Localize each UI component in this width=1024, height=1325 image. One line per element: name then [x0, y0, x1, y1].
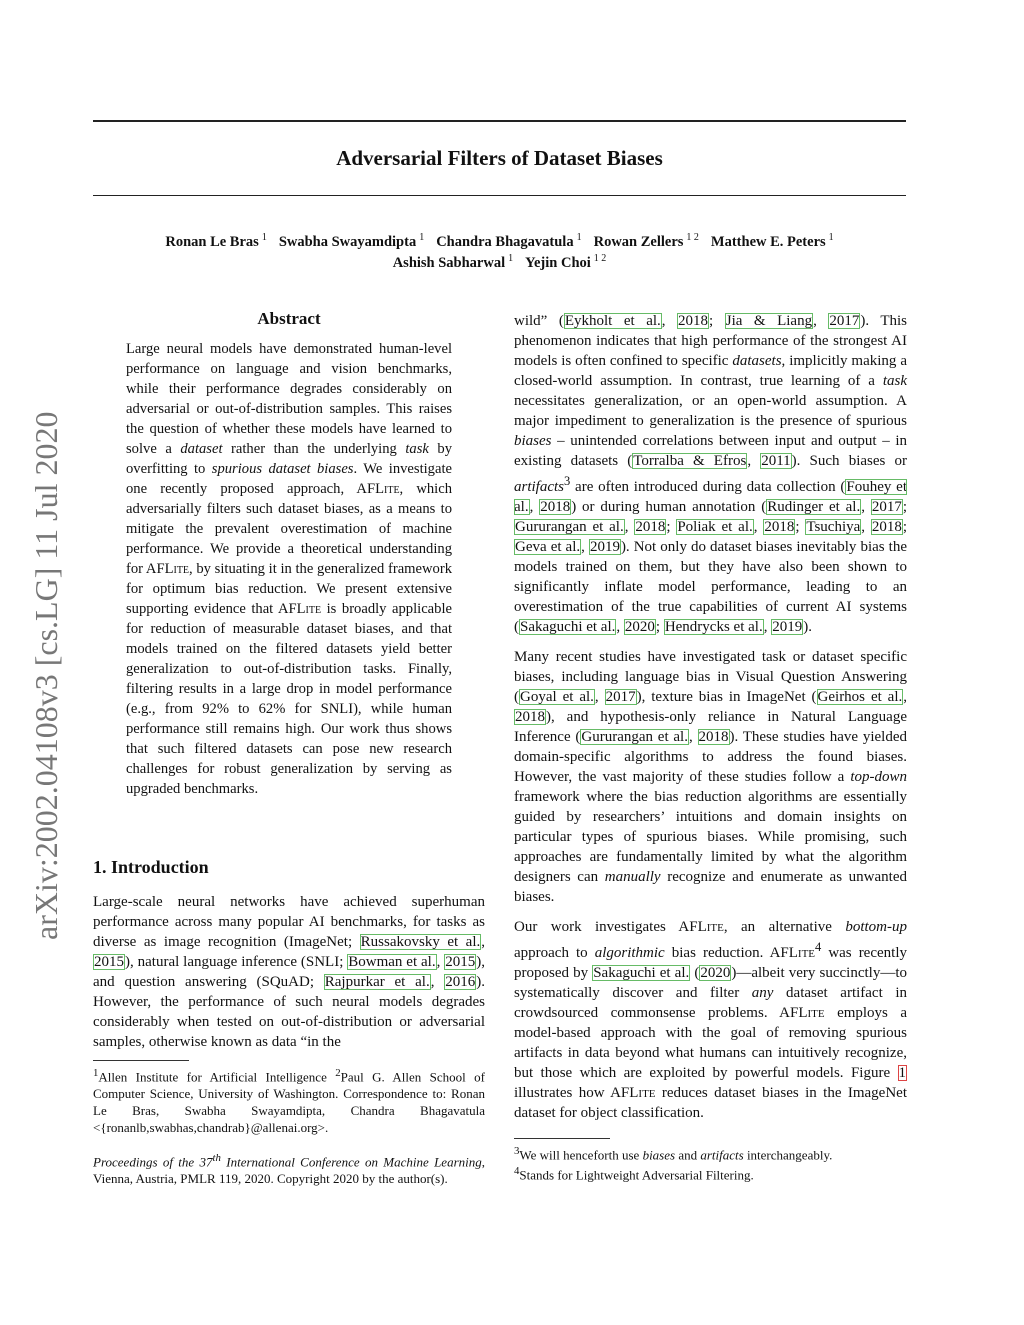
citation-link[interactable]: Geva et al.	[515, 539, 581, 555]
citation-link[interactable]: 2017	[829, 313, 860, 329]
citation-link[interactable]: Hendrycks et al.	[664, 619, 763, 635]
author-name: Rowan Zellers $^{1 2}$	[593, 232, 699, 250]
citation-link[interactable]: 2019	[772, 619, 803, 635]
citation-link[interactable]: 2018	[678, 313, 709, 329]
citation-link[interactable]: 2018	[515, 709, 545, 725]
citation-link[interactable]: 2018	[764, 519, 795, 535]
author-affiliation-mark: 1	[576, 232, 582, 243]
citation-link[interactable]: Torralba & Efros	[633, 453, 747, 469]
citation-link[interactable]: Eykholt et al.	[564, 313, 661, 329]
citation-link[interactable]: Rudinger et al.	[767, 499, 861, 515]
author-name: Ashish Sabharwal $^1$	[392, 253, 514, 271]
citation-link[interactable]: 2018	[540, 499, 571, 515]
author-name: Chandra Bhagavatula $^1$	[436, 232, 582, 250]
citation-link[interactable]: 2017	[605, 689, 636, 705]
paragraph-wild: wild” (Eykholt et al., 2018; Jia & Liang, 2017). This phenomenon indicates that high performance of the strongest AI models is often confined to specific datasets, implicitly making a closed-world assumption. In contrast, true learning of a task necessitates generalization, or an open-world assumption. A major impediment to generalization is the presence of spurious biases – unintended correlations between input and output – in existing datasets (Torralba & Efros, 2011). Such biases or artifacts$^3$ are often introduced during data collection (Fouhey et al., 2018) or during human annotation (Rudinger et al., 2017; Gururangan et al., 2018; Poliak et al., 2018; Tsuchiya, 2018; Geva et al., 2019). Not only do dataset biases inevitably bias the models trained on them, but they have also been shown to significantly inflate model performance, leading to an overestimation of the true capabilities of current AI systems (Sakaguchi et al., 2020; Hendrycks et al., 2019).	[514, 313, 908, 635]
citation-link[interactable]: 2019	[589, 539, 620, 555]
citation-link[interactable]: Jia & Liang	[725, 313, 813, 329]
citation-link[interactable]: 2018	[698, 729, 729, 745]
citation-link[interactable]: Rajpurkar et al.	[324, 974, 430, 990]
title-bottom-rule	[93, 195, 906, 196]
arxiv-sidebar-stamp: arXiv:2002.04108v3 [cs.LG] 11 Jul 2020	[28, 411, 64, 940]
citation-link[interactable]: 2016	[445, 974, 476, 990]
author-affiliation-mark: 1	[508, 253, 514, 264]
citation-link[interactable]: 2018	[635, 519, 666, 535]
author-name: Swabha Swayamdipta $^1$	[278, 232, 425, 250]
citation-link[interactable]: Geirhos et al.	[817, 689, 903, 705]
author-name: Yejin Choi $^{1 2}$	[525, 253, 607, 271]
citation-link[interactable]: 2011	[761, 453, 791, 469]
citation-link[interactable]: Tsuchiya	[806, 519, 861, 535]
author-affiliation-mark: 1	[419, 232, 425, 243]
proceedings-note: Proceedings of the 37th International Conference on Machine Learning, Vienna, Austria, PMLR 119, 2020. Copyright 2020 by the author(s).	[93, 1152, 485, 1187]
footnote-divider-left	[93, 1060, 189, 1061]
citation-link[interactable]: 2015	[94, 954, 124, 970]
author-affiliation-mark: 1 2	[686, 232, 699, 243]
citation-link[interactable]: 2015	[445, 954, 476, 970]
affiliation-footnote: $^1$Allen Institute for Artificial Intelligence $^2$Paul G. Allen School of Computer Science, University of Washington. Correspondence to: Ronan Le Bras, Swabha Swayamdipta, Chandra Bhagavatula <{ronanlb,swabhas,chandrab}@allenai.org>.	[93, 1067, 485, 1136]
citation-link[interactable]: Sakaguchi et al.	[520, 619, 616, 635]
author-affiliation-mark: 1 2	[593, 253, 607, 264]
introduction-paragraph-1: Large-scale neural networks have achieved superhuman performance across many popular AI benchmarks, for tasks as diverse as image recognition (ImageNet; Russakovsky et al., 2015), natural language inference (SNLI; Bowman et al., 2015), and question answering (SQuAD; Rajpurkar et al., 2016). However, the performance of such neural models degrades considerably when tested on out-of-distribution or adversarial samples, otherwise known as data “in the	[93, 894, 485, 1050]
footnotes-right	[514, 1143, 907, 1184]
figure-reference-link[interactable]: 1	[898, 1065, 906, 1081]
introduction-heading: 1. Introduction	[93, 857, 209, 877]
title-top-rule	[93, 120, 906, 122]
citation-link[interactable]: 2018	[871, 519, 902, 535]
citation-link[interactable]: 2020	[700, 965, 731, 981]
author-name: Ronan Le Bras $^1$	[165, 232, 267, 250]
citation-link[interactable]: Sakaguchi et al.	[593, 965, 690, 981]
abstract-body: Large neural models have demonstrated human-level performance on language and vision benchmarks, while their performance degrades considerably on adversarial or out-of-distribution samples. This raises the question of whether these models have learned to solve a dataset rather than the underlying task by overfitting to spurious dataset biases. We investigate one recently proposed approach, AFLite, which adversarially filters such dataset biases, as a means to mitigate the prevalent overestimation of machine performance. We provide a theoretical understanding for AFLite, by situating it in the generalized framework for optimum bias reduction. We present extensive supporting evidence that AFLite is broadly applicable for reduction of measurable dataset biases, and that models trained on the filtered datasets yield better generalization to out-of-distribution tasks. Finally, filtering results in a large drop in model performance (e.g., from 92% to 62% for SNLI), while human performance still remains high. Our work thus shows that such filtered datasets can pose new research challenges for robust generalization by serving as upgraded benchmarks.	[126, 341, 452, 797]
paper-title: Adversarial Filters of Dataset Biases	[336, 146, 663, 170]
citation-link[interactable]: Gururangan et al.	[515, 519, 624, 535]
paragraph-recent-studies: Many recent studies have investigated task or dataset specific biases, including language bias in Visual Question Answering (Goyal et al., 2017), texture bias in ImageNet (Geirhos et al., 2018), and hypothesis-only reliance in Natural Language Inference (Gururangan et al., 2018). These studies have yielded domain-specific algorithms to address the found biases. However, the vast majority of these studies follow a top-down framework where the bias reduction algorithms are essentially guided by researchers’ intuitions and domain insights on particular types of spurious biases. While promising, such approaches are fundamentally limited by what the algorithm designers can manually recognize and enumerate as unwanted biases.	[514, 649, 908, 905]
paragraph-our-work: Our work investigates AFLite, an alternative bottom-up approach to algorithmic bias reduction. AFLite$^4$ was recently proposed by Sakaguchi et al. (2020)—albeit very succinctly—to systematically discover and filter any dataset artifact in crowdsourced commonsense problems. AFLite employs a model-based approach with the goal of removing spurious artifacts in data beyond what humans can intuitively recognize, but those which are exploited by powerful models. Figure 1 illustrates how AFLite reduces dataset biases in the ImageNet dataset for object classification.	[514, 919, 908, 1121]
citation-link[interactable]: Bowman et al.	[348, 954, 436, 970]
abstract-heading: Abstract	[257, 309, 321, 328]
author-list-line2	[93, 253, 906, 272]
footnote-4: $^4$Stands for Lightweight Adversarial Filtering.	[514, 1165, 754, 1183]
author-list-line1	[93, 232, 906, 251]
citation-link[interactable]: 2020	[624, 619, 655, 635]
citation-link[interactable]: Goyal et al.	[520, 689, 594, 705]
right-column-body	[514, 311, 907, 1133]
footnote-3: $^3$We will henceforth use biases and artifacts interchangeably.	[514, 1145, 833, 1163]
citation-link[interactable]: Poliak et al.	[677, 519, 753, 535]
author-affiliation-mark: 1	[828, 232, 834, 243]
citation-link[interactable]: 2017	[871, 499, 902, 515]
author-name: Matthew E. Peters $^1$	[710, 232, 834, 250]
citation-link[interactable]: Fouhey et al.	[514, 479, 908, 515]
footnote-divider-right	[514, 1138, 610, 1139]
citation-link[interactable]: Gururangan et al.	[581, 729, 688, 745]
citation-link[interactable]: Russakovsky et al.	[360, 934, 481, 950]
author-affiliation-mark: 1	[261, 232, 267, 243]
